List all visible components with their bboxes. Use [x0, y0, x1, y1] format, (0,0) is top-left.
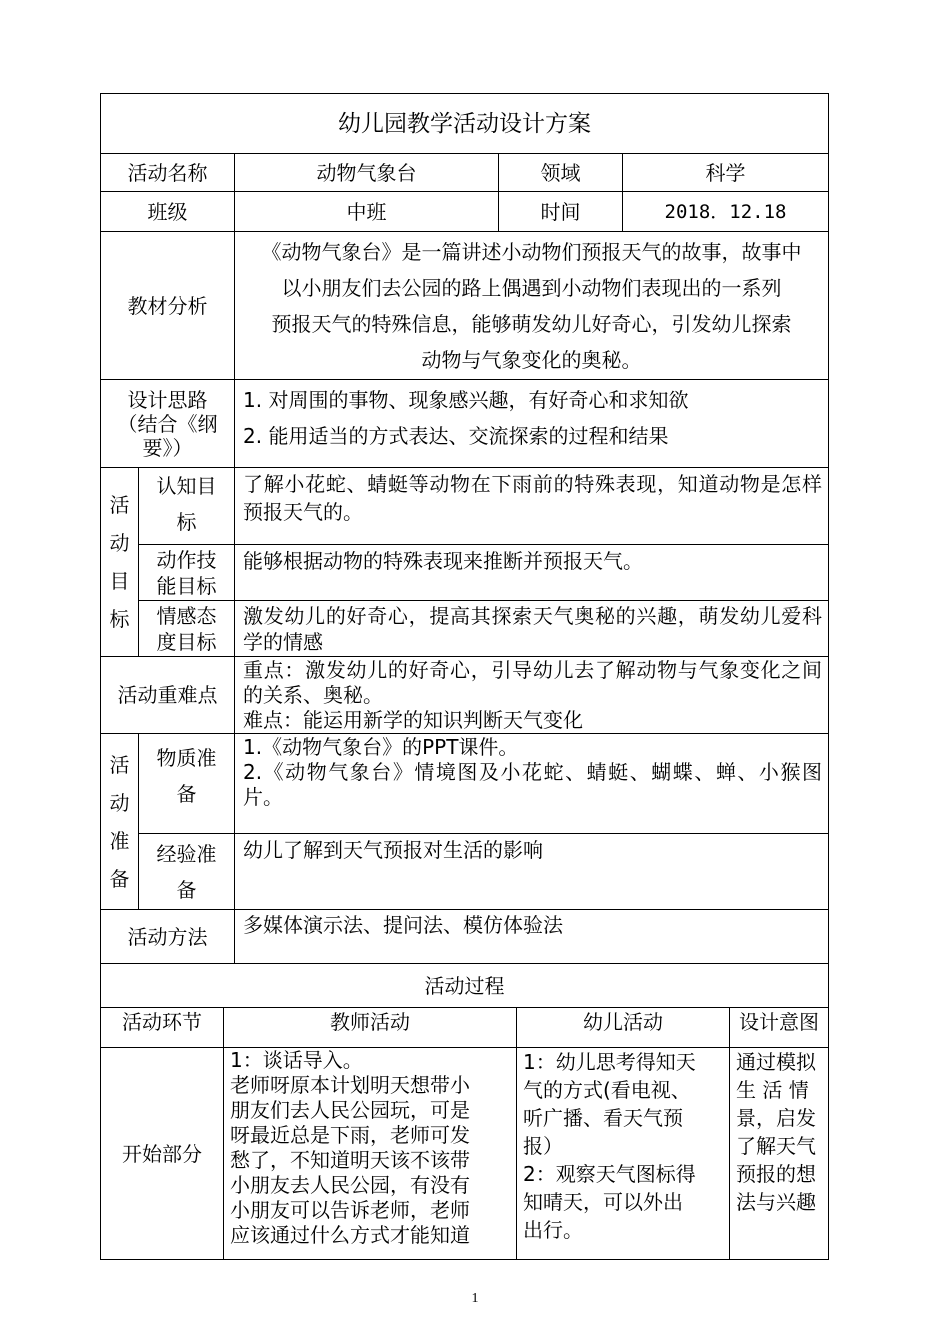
material-prep-label — [139, 734, 235, 834]
intent-line: 通过模拟 — [736, 1050, 816, 1074]
analysis-content — [235, 232, 829, 380]
method-label: 活动方法 — [101, 910, 235, 964]
material-prep-line: 1.《动物气象台》的PPT课件。 — [243, 735, 519, 759]
cognitive-goal-label — [139, 468, 235, 545]
lesson-plan-sheet — [100, 93, 828, 1260]
child-line: 出行。 — [523, 1218, 583, 1242]
analysis-line: 预报天气的特殊信息，能够萌发幼儿好奇心，引发幼儿探索 — [271, 311, 792, 336]
skill-goal-label-line: 动作技 — [156, 547, 217, 572]
process-header-teacher: 教师活动 — [224, 1008, 517, 1048]
design-item: 2. 能用适当的方式表达、交流探索的过程和结果 — [243, 424, 669, 448]
analysis-label: 教材分析 — [101, 232, 235, 380]
child-line: 2：观察天气图标得 — [523, 1162, 696, 1186]
child-line: 知晴天，可以外出 — [523, 1190, 683, 1214]
emotion-goal-label — [139, 601, 235, 657]
activity-name-value: 动物气象台 — [235, 154, 499, 192]
plan-title: 幼儿园教学活动设计方案 — [101, 94, 829, 154]
intent-line: 预报的想 — [736, 1162, 816, 1186]
child-line: 1：幼儿思考得知天 — [523, 1050, 696, 1074]
design-item: 1. 对周围的事物、现象感兴趣，有好奇心和求知欲 — [243, 388, 689, 412]
teacher-line: 呀最近总是下雨，老师可发 — [230, 1123, 470, 1147]
skill-goal-label-line: 能目标 — [156, 573, 217, 598]
cognitive-goal-label-line: 标 — [176, 510, 197, 534]
skill-goal-label — [139, 545, 235, 601]
method-text: 多媒体演示法、提问法、模仿体验法 — [235, 910, 829, 964]
experience-prep-text: 幼儿了解到天气预报对生活的影响 — [235, 834, 829, 910]
design-label-line: 要》） — [142, 435, 193, 460]
class-value: 中班 — [235, 192, 499, 232]
emotion-goal-label-line: 度目标 — [156, 629, 217, 654]
intent-line: 了解天气 — [736, 1134, 816, 1158]
table-row — [101, 1048, 829, 1260]
activity-name-label: 活动名称 — [101, 154, 235, 192]
goals-group-char: 活 — [109, 493, 130, 517]
design-label — [101, 380, 235, 468]
analysis-line: 以小朋友们去公园的路上偶遇到小动物们表现出的一系列 — [281, 275, 782, 300]
material-prep-label-line: 物质准 — [156, 746, 217, 770]
goals-group-char: 目 — [109, 569, 130, 593]
analysis-line: 《动物气象台》是一篇讲述小动物们预报天气的故事，故事中 — [261, 239, 802, 264]
experience-prep-label — [139, 834, 235, 910]
time-value: 2018．12.18 — [623, 192, 829, 232]
child-line: 报） — [523, 1134, 563, 1158]
teacher-line: 愁了，不知道明天该不该带 — [230, 1148, 470, 1172]
teacher-activity — [224, 1048, 517, 1260]
process-title: 活动过程 — [101, 964, 829, 1008]
material-prep-content — [235, 734, 829, 834]
child-line: 气的方式(看电视、 — [523, 1078, 691, 1102]
emotion-goal-label-line: 情感态 — [156, 603, 217, 628]
cognitive-goal-label-line: 认知目 — [156, 474, 217, 498]
prep-group-char: 备 — [109, 866, 130, 891]
teacher-line: 小朋友去人民公园，有没有 — [230, 1173, 470, 1197]
plan-table-upper — [100, 93, 829, 1008]
keypoints-content — [235, 657, 829, 734]
intent-line: 生 活 情 — [736, 1078, 809, 1102]
domain-value: 科学 — [623, 154, 829, 192]
teacher-line: 老师呀原本计划明天想带小 — [230, 1073, 470, 1097]
design-label-line: 设计思路 — [127, 387, 208, 412]
page-number: 1 — [471, 1291, 479, 1306]
teacher-line: 小朋友可以告诉老师，老师 — [230, 1198, 470, 1222]
prep-group-char: 准 — [109, 828, 130, 853]
keypoint-line: 难点：能运用新学的知识判断天气变化 — [243, 708, 583, 732]
intent-line: 景，启发 — [736, 1106, 816, 1130]
teacher-line: 应该通过什么方式才能知道 — [230, 1223, 470, 1247]
material-prep-label-line: 备 — [176, 782, 197, 806]
skill-goal-text: 能够根据动物的特殊表现来推断并预报天气。 — [235, 545, 829, 601]
class-label: 班级 — [101, 192, 235, 232]
process-header-intent: 设计意图 — [730, 1008, 829, 1048]
keypoints-label: 活动重难点 — [101, 657, 235, 734]
process-header-stage: 活动环节 — [101, 1008, 224, 1048]
child-activity — [517, 1048, 730, 1260]
material-prep-line: 2.《动物气象台》情境图及小花蛇、蜻蜓、蝴蝶、蝉、小猴图片。 — [243, 760, 823, 809]
domain-label: 领域 — [499, 154, 623, 192]
prep-group-char: 活 — [109, 752, 130, 777]
intent-line: 法与兴趣 — [736, 1190, 816, 1214]
emotion-goal-text: 激发幼儿的好奇心，提高其探索天气奥秘的兴趣，萌发幼儿爱科学的情感 — [235, 601, 829, 657]
child-line: 听广播、看天气预 — [523, 1106, 683, 1130]
goals-group-char: 动 — [109, 531, 130, 555]
design-intent — [730, 1048, 829, 1260]
experience-prep-label-line: 备 — [176, 878, 197, 902]
design-content — [235, 380, 829, 468]
goals-group-label — [101, 468, 139, 657]
teacher-line: 1：谈话导入。 — [230, 1048, 363, 1072]
experience-prep-label-line: 经验准 — [156, 842, 217, 866]
keypoint-line: 重点：激发幼儿的好奇心，引导幼儿去了解动物与气象变化之间的关系、奥秘。 — [243, 658, 823, 707]
goals-group-char: 标 — [109, 607, 130, 631]
stage-label: 开始部分 — [101, 1048, 224, 1260]
process-header-child: 幼儿活动 — [517, 1008, 730, 1048]
design-label-line: （结合《纲 — [117, 411, 218, 436]
prep-group-char: 动 — [109, 790, 130, 815]
cognitive-goal-text: 了解小花蛇、蜻蜓等动物在下雨前的特殊表现，知道动物是怎样预报天气的。 — [235, 468, 829, 545]
analysis-line: 动物与气象变化的奥秘。 — [421, 347, 642, 372]
prep-group-label — [101, 734, 139, 910]
time-label: 时间 — [499, 192, 623, 232]
process-table — [100, 1007, 829, 1260]
teacher-line: 朋友们去人民公园玩，可是 — [230, 1098, 470, 1122]
